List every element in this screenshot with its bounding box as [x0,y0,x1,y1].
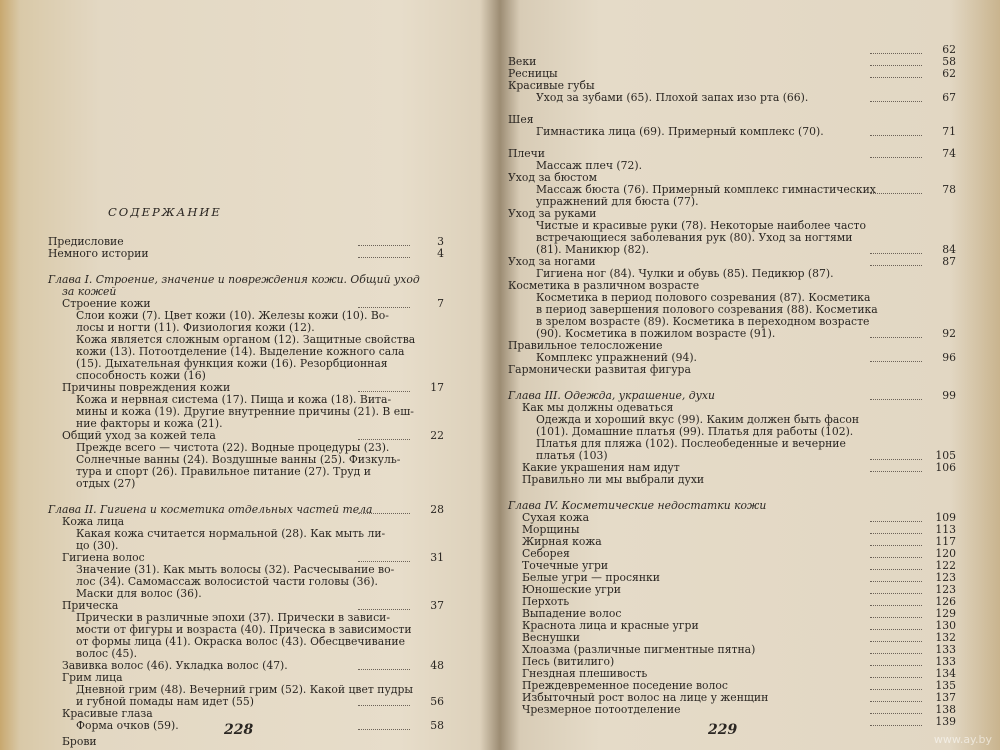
toc-entry: Гигиена ног (84). Чулки и обувь (85). Педикюр (87). [536,268,834,280]
leader-dots [870,568,922,570]
page-number: 22 [430,429,444,442]
toc-entry: способность кожи (16) [76,370,206,382]
page-number: 134 [935,667,956,680]
toc-entry: Маски для волос (36). [76,588,202,600]
leader-dots [870,652,922,654]
toc-entry: волос (45). [76,648,138,660]
leader-dots [870,616,922,618]
leader-dots [358,512,410,514]
leader-dots [358,306,410,308]
leader-dots [870,724,922,726]
page-number: 84 [942,243,956,256]
right-folio: 229 [708,722,738,738]
leader-dots [870,640,922,642]
page-number: 106 [935,461,956,474]
page-number: 96 [942,351,956,364]
page-number: 62 [942,43,956,56]
page-number: 133 [935,655,956,668]
leader-dots [870,544,922,546]
leader-dots [870,252,922,254]
leader-dots [870,192,922,194]
page-number: 87 [942,255,956,268]
page-number: 78 [942,183,956,196]
toc-entry: (15). Дыхательная функция кожи (16). Резорбционная [76,358,388,370]
page-number: 109 [935,511,956,524]
page-number: 67 [942,91,956,104]
toc-entry: Красивые глаза [62,708,153,720]
toc-entry: Прическа [62,600,119,612]
toc-entry: Гимнастика лица (69). Примерный комплекс (70). [536,126,824,138]
toc-entry: Шея [508,114,534,126]
toc-entry: (81). Маникюр (82). [536,244,649,256]
toc-entry: Юношеские угри [522,584,621,596]
leader-dots [870,688,922,690]
page-number: 31 [430,551,444,564]
leader-dots [870,470,922,472]
page-number: 48 [430,659,444,672]
toc-entry: Солнечные ванны (24). Воздушные ванны (25). Физкуль- [76,454,401,466]
page-number: 28 [430,503,444,516]
toc-entry: Избыточный рост волос на лице у женщин [522,692,769,704]
leader-dots [358,390,410,392]
page-number: 137 [935,691,956,704]
left-page [48,0,448,750]
page-number: 122 [935,559,956,572]
toc-entry: Жирная кожа [522,536,602,548]
leader-dots [358,728,410,730]
leader-dots [870,134,922,136]
page-number: 7 [437,297,444,310]
leader-dots [358,668,410,670]
toc-entry: платья (103) [536,450,608,462]
toc-entry: лос (34). Самомассаж волосистой части головы (36). [76,576,378,588]
toc-entry: Кожа лица [62,516,125,528]
toc-entry: Хлоазма (различные пигментные пятна) [522,644,756,656]
toc-entry: Строение кожи [62,298,151,310]
page-number: 92 [942,327,956,340]
chapter-title: Глава II. Гигиена и косметика отдельных частей тела [48,503,373,516]
toc-entry: Косметика в период полового созревания (87). Косметика [536,292,871,304]
toc-entry: Чрезмерное потоотделение [522,704,681,716]
toc-entry: мости от фигуры и возраста (40). Прическа в зависимости [76,624,412,636]
toc-entry: Себорея [522,548,570,560]
leader-dots [358,244,410,246]
leader-dots [870,712,922,714]
toc-entry: Правильно ли мы выбрали духи [522,474,705,486]
leader-dots [870,336,922,338]
chapter-title: Глава I. Строение, значение и повреждения кожи. Общий уход [48,273,420,286]
leader-dots [870,556,922,558]
toc-entry: Точечные угри [522,560,609,572]
toc-entry: упражнений для бюста (77). [536,196,699,208]
page-number: 120 [935,547,956,560]
toc-entry: мины и кожа (19). Другие внутренние причины (21). В еш- [76,406,414,418]
toc-entry: Уход за руками [508,208,597,220]
toc-entry: Немного истории [48,248,149,260]
chapter-title: за кожей [62,285,117,298]
toc-entry: Уход за зубами (65). Плохой запах изо рта (66). [536,92,809,104]
toc-entry: Гигиена волос [62,552,145,564]
leader-dots [870,458,922,460]
page-number: 117 [935,535,956,548]
page-number: 17 [430,381,444,394]
toc-entry: Веснушки [522,632,580,644]
toc-entry: кожи (13). Потоотделение (14). Выделение кожного сала [76,346,405,358]
toc-entry: Ресницы [508,68,558,80]
toc-entry: лосы и ногти (11). Физиология кожи (12). [76,322,315,334]
page-number: 130 [935,619,956,632]
page-number: 123 [935,571,956,584]
toc-entry: тура и спорт (26). Правильное питание (27). Труд и [76,466,371,478]
toc-entry: Гармонически развитая фигура [508,364,691,376]
page-number: 123 [935,583,956,596]
toc-entry: Дневной грим (48). Вечерний грим (52). Какой цвет пудры [76,684,413,696]
toc-entry: отдых (27) [76,478,136,490]
toc-entry: Комплекс упражнений (94). [536,352,697,364]
leader-dots [358,608,410,610]
contents-heading: СОДЕРЖАНИЕ [108,205,222,219]
toc-entry: Какая кожа считается нормальной (28). Как мыть ли- [76,528,386,540]
page-number: 129 [935,607,956,620]
toc-entry: Общий уход за кожей тела [62,430,216,442]
toc-entry: Сухая кожа [522,512,590,524]
toc-entry: Краснота лица и красные угри [522,620,699,632]
leader-dots [358,704,410,706]
toc-entry: Форма очков (59). [76,720,179,732]
page-number: 99 [942,389,956,402]
toc-entry: цо (30). [76,540,119,552]
toc-entry: Массаж бюста (76). Примерный комплекс гимнастических [536,184,876,196]
toc-entry: Чистые и красивые руки (78). Некоторые наиболее часто [536,220,866,232]
page-number: 133 [935,643,956,656]
toc-entry: Одежда и хороший вкус (99). Каким должен быть фасон [536,414,860,426]
chapter-title: Глава IV. Косметические недостатки кожи [508,499,767,512]
toc-entry: Красивые губы [508,80,595,92]
left-folio: 228 [224,722,254,738]
page-number: 105 [935,449,956,462]
chapter-title: Глава III. Одежда, украшение, духи [508,389,715,402]
page-number: 71 [942,125,956,138]
leader-dots [870,398,922,400]
toc-entry: Кожа является сложным органом (12). Защитные свойства [76,334,416,346]
toc-entry: Веки [508,56,537,68]
toc-entry: Выпадение волос [522,608,622,620]
toc-entry: ние факторы и кожа (21). [76,418,223,430]
toc-entry: Массаж плеч (72). [536,160,642,172]
page-number: 132 [935,631,956,644]
leader-dots [870,604,922,606]
leader-dots [870,580,922,582]
toc-entry: Белые угри — просянки [522,572,660,584]
toc-entry: Слои кожи (7). Цвет кожи (10). Железы кожи (10). Во- [76,310,389,322]
toc-entry: Преждевременное поседение волос [522,680,728,692]
page-number: 135 [935,679,956,692]
page-number: 37 [430,599,444,612]
toc-entry: Правильное телосложение [508,340,663,352]
toc-entry: (90). Косметика в пожилом возрасте (91). [536,328,776,340]
leader-dots [870,520,922,522]
leader-dots [358,560,410,562]
leader-dots [870,628,922,630]
leader-dots [870,52,922,54]
page-number: 138 [935,703,956,716]
page-number: 74 [942,147,956,160]
toc-entry: встречающиеся заболевания рук (80). Уход за ногтями [536,232,853,244]
page-number: 62 [942,67,956,80]
leader-dots [870,76,922,78]
leader-dots [870,664,922,666]
right-page [508,0,960,750]
toc-entry: Как мы должны одеваться [522,402,674,414]
toc-entry: Уход за ногами [508,256,596,268]
toc-entry: Плечи [508,148,545,160]
toc-entry: Кожа и нервная система (17). Пища и кожа (18). Вита- [76,394,392,406]
leader-dots [870,156,922,158]
leader-dots [358,256,410,258]
page-number: 126 [935,595,956,608]
toc-entry: Предисловие [48,236,124,248]
toc-entry: Уход за бюстом [508,172,598,184]
leader-dots [870,700,922,702]
toc-entry: Завивка волос (46). Укладка волос (47). [62,660,288,672]
toc-entry: Значение (31). Как мыть волосы (32). Расчесывание во- [76,564,395,576]
toc-entry: Песь (витилиго) [522,656,615,668]
page-number: 58 [430,719,444,732]
toc-entry: Брови [62,736,97,748]
leader-dots [870,360,922,362]
toc-entry: Какие украшения нам идут [522,462,680,474]
toc-entry: Платья для пляжа (102). Послеобеденные и вечерние [536,438,846,450]
leader-dots [358,438,410,440]
toc-entry: Прически в различные эпохи (37). Прически в зависи- [76,612,390,624]
leader-dots [870,100,922,102]
toc-entry: в зрелом возрасте (89). Косметика в переходном возрасте [536,316,870,328]
page-number: 56 [430,695,444,708]
toc-entry: Причины повреждения кожи [62,382,231,394]
toc-entry: Гнездная плешивость [522,668,648,680]
toc-entry: от формы лица (41). Окраска волос (43). Обесцвечивание [76,636,405,648]
page-number: 139 [935,715,956,728]
page-number: 4 [437,247,444,260]
leader-dots [870,64,922,66]
toc-entry: Косметика в различном возрасте [508,280,700,292]
toc-entry: Перхоть [522,596,570,608]
watermark: www.ay.by [933,733,992,746]
toc-entry: в период завершения полового созревания (88). Косметика [536,304,878,316]
leader-dots [870,532,922,534]
leader-dots [870,592,922,594]
page-number: 3 [437,235,444,248]
leader-dots [870,264,922,266]
toc-entry: и губной помады нам идет (55) [76,696,254,708]
toc-entry: Морщины [522,524,580,536]
page-number: 58 [942,55,956,68]
toc-entry: (101). Домашние платья (99). Платья для работы (102). [536,426,854,438]
page-number: 113 [935,523,956,536]
leader-dots [870,676,922,678]
toc-entry: Прежде всего — чистота (22). Водные процедуры (23). [76,442,390,454]
toc-entry: Грим лица [62,672,123,684]
